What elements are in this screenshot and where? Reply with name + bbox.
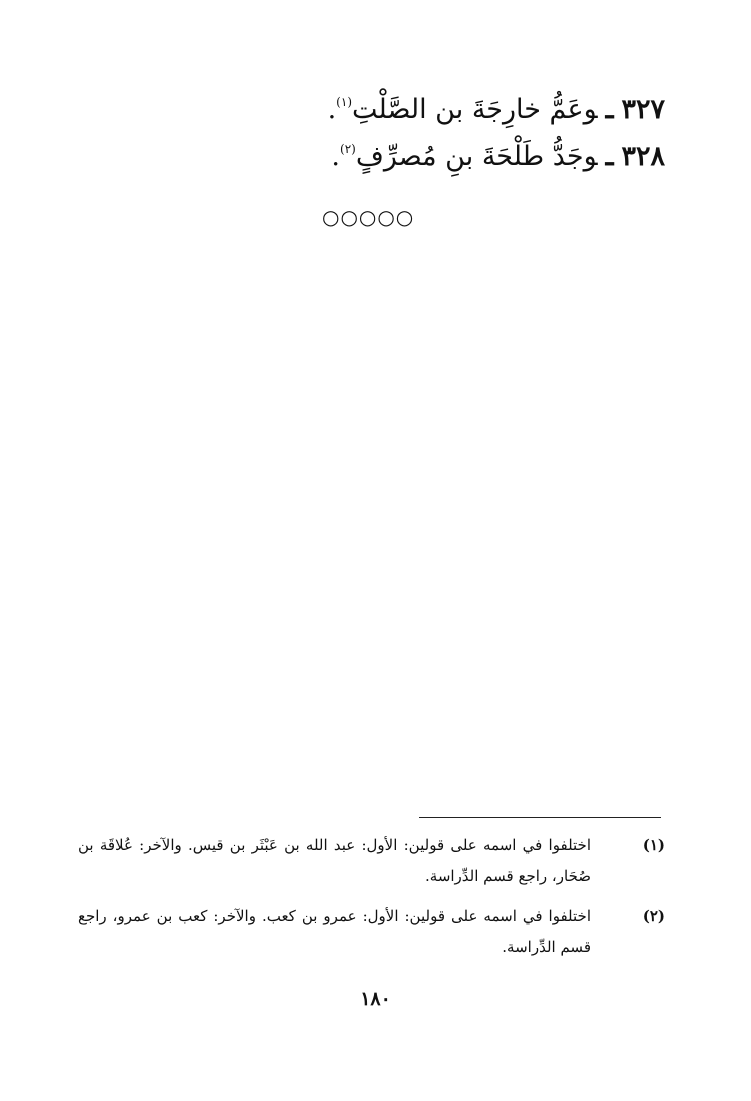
entry-number: ٣٢٧ [621,94,665,125]
footnote-reference[interactable]: (٢) [340,142,356,156]
entry-327 [328,84,665,128]
entry-text: وجَدُّ طَلْحَةَ بنِ مُصرِّفٍ [355,141,598,172]
footnote-2 [78,901,665,963]
footnote-reference[interactable]: (١) [336,95,352,109]
footnote-divider [419,817,661,818]
footnote-1 [78,830,665,892]
footnote-text: اختلفوا في اسمه على قولين: الأول: عبد الله بن عَبْثَر بن قيس. والآخر: عُلاقَة بن صُحَار، راجع قسم الدِّراسة. [78,836,591,885]
entry-text: وعَمُّ خارِجَةَ بن الصَّلْتِ [352,94,598,125]
footnote-text: اختلفوا في اسمه على قولين: الأول: عمرو بن كعب. والآخر: كعب بن عمرو، راجع قسم الدِّراسة. [78,907,591,956]
entry-end: . [327,94,337,125]
entry-end: . [331,141,340,172]
section-separator: ○○○○○ [322,205,415,229]
footnote-marker: (٢) [642,907,665,925]
entry-dash: ـ [605,94,614,125]
entry-dash: ـ [605,141,614,172]
entry-number: ٣٢٨ [621,141,665,172]
footnote-marker: (١) [642,836,665,854]
page-number: ١٨٠ [360,988,391,1010]
entry-328 [331,131,665,175]
